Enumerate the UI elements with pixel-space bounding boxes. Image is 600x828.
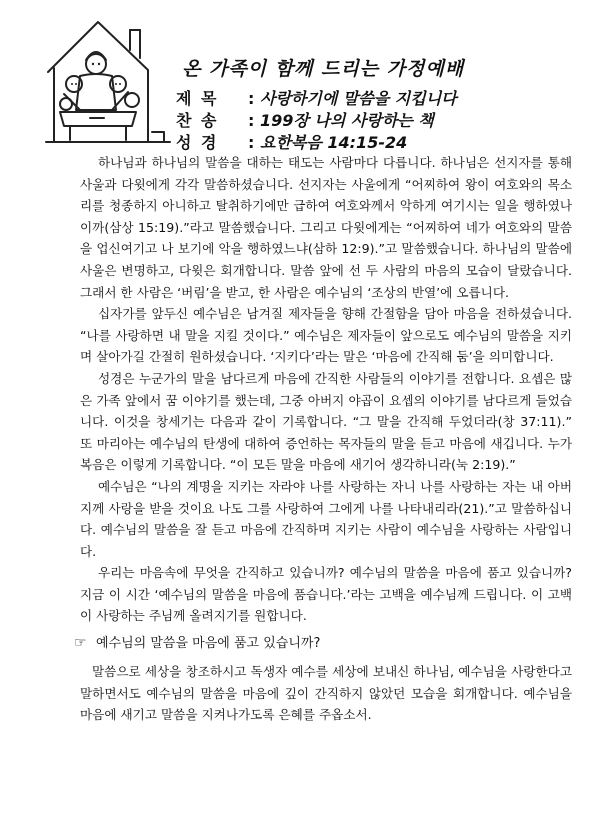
worship-info <box>176 86 576 152</box>
meta-key: 찬 송 <box>176 111 219 130</box>
colon: : <box>248 89 255 108</box>
question-text: 예수님의 말씀을 마음에 품고 있습니까? <box>96 636 321 652</box>
family-house-illustration <box>40 14 180 150</box>
pointing-hand-icon: ☞ <box>74 635 87 652</box>
hymn-row <box>176 108 576 130</box>
colon: : <box>248 133 255 152</box>
paragraph: 성경은 누군가의 말을 남다르게 마음에 간직한 사람들의 이야기를 전합니다. 요셉은 많은 가족 앞에서 꿈 이야기를 했는데, 그중 아버지 야곱이 요셉의 이야기를 남다르게 들었습니다. 이것을 창세기는 다음과 같이 기록합니다. “그 말을 간직해 두었더라(창 37:11).” 또 마리아는 예수님의 탄생에 대하여 증언하는 목자들의 말을 듣고 마음에 새깁니다. 누가복음은 이렇게 기록합니다. “이 모든 말을 마음에 새기어 생각하니라(눅 2:19).” <box>80 370 572 473</box>
meta-key: 성 경 <box>176 133 219 152</box>
meta-key: 제 목 <box>176 89 219 108</box>
header <box>0 0 600 150</box>
colon: : <box>248 111 255 130</box>
paragraph: 예수님은 “나의 계명을 지키는 자라야 나를 사랑하는 자니 나를 사랑하는 자는 내 아버지께 사랑을 받을 것이요 나도 그를 사랑하여 그에게 나를 나타내리라(21).”고 말씀하십니다. 예수님의 말씀을 잘 듣고 마음에 간직하며 지키는 사람이 예수님을 사랑하는 사람입니다. <box>80 478 572 559</box>
paragraph: 십자가를 앞두신 예수님은 남겨질 제자들을 향해 간절함을 담아 마음을 전하셨습니다. “나를 사랑하면 내 말을 지킬 것이다.” 예수님은 제자들이 앞으로도 예수님의 말씀을 지키며 살아가길 간절히 원하셨습니다. ‘지키다’라는 말은 ‘마음에 간직해 둠’을 의미합니다. <box>80 306 572 365</box>
scripture: 요한복음 14:15-24 <box>260 133 408 152</box>
reflection-question <box>74 630 572 658</box>
paragraph: 우리는 마음속에 무엇을 간직하고 있습니까? 예수님의 말씀을 마음에 품고 있습니까? 지금 이 시간 ‘예수님의 말씀을 마음에 품습니다.’라는 고백을 예수님께 드립니다. 이 고백이 사랑하는 주님께 올려지기를 원합니다. <box>80 565 572 624</box>
sermon-title: 사랑하기에 말씀을 지킵니다 <box>260 89 457 108</box>
paragraph: 하나님과 하나님의 말씀을 대하는 태도는 사람마다 다릅니다. 하나님은 선지자를 통해 사울과 다윗에게 각각 말씀하셨습니다. 선지자는 사울에게 “어찌하여 왕이 여호와의 목소리를 청종하지 아니하고 탈취하기에만 급하여 여호와께서 악하게 여기시는 일을 행하였나이까(삼상 15:19).”라고 말씀했습니다. 그리고 다윗에게는 “어찌하여 네가 여호와의 말씀을 업신여기고 나 보기에 악을 행하였느냐(삼하 12:9).”고 말씀했습니다. 하나님의 말씀에 사울은 변명하고, 다윗은 회개합니다. 말씀 앞에 선 두 사람의 마음의 모습이 달랐습니다. 그래서 한 사람은 ‘버림’을 받고, 한 사람은 예수님의 ‘조상의 반열’에 오릅니다. <box>80 155 572 300</box>
hymn: 199장 나의 사랑하는 책 <box>260 111 434 130</box>
sermon-body <box>74 152 572 726</box>
scripture-row <box>176 130 576 152</box>
sermon-title-row <box>176 86 576 108</box>
page-title: 온 가족이 함께 드리는 가정예배 <box>182 58 465 80</box>
prayer: 말씀으로 세상을 창조하시고 독생자 예수를 세상에 보내신 하나님, 예수님을 사랑한다고 말하면서도 예수님의 말씀을 마음에 깊이 간직하지 않았던 모습을 회개합니다. 예수님을 마음에 새기고 말씀을 지켜나가도록 은혜를 주옵소서. <box>80 664 572 723</box>
